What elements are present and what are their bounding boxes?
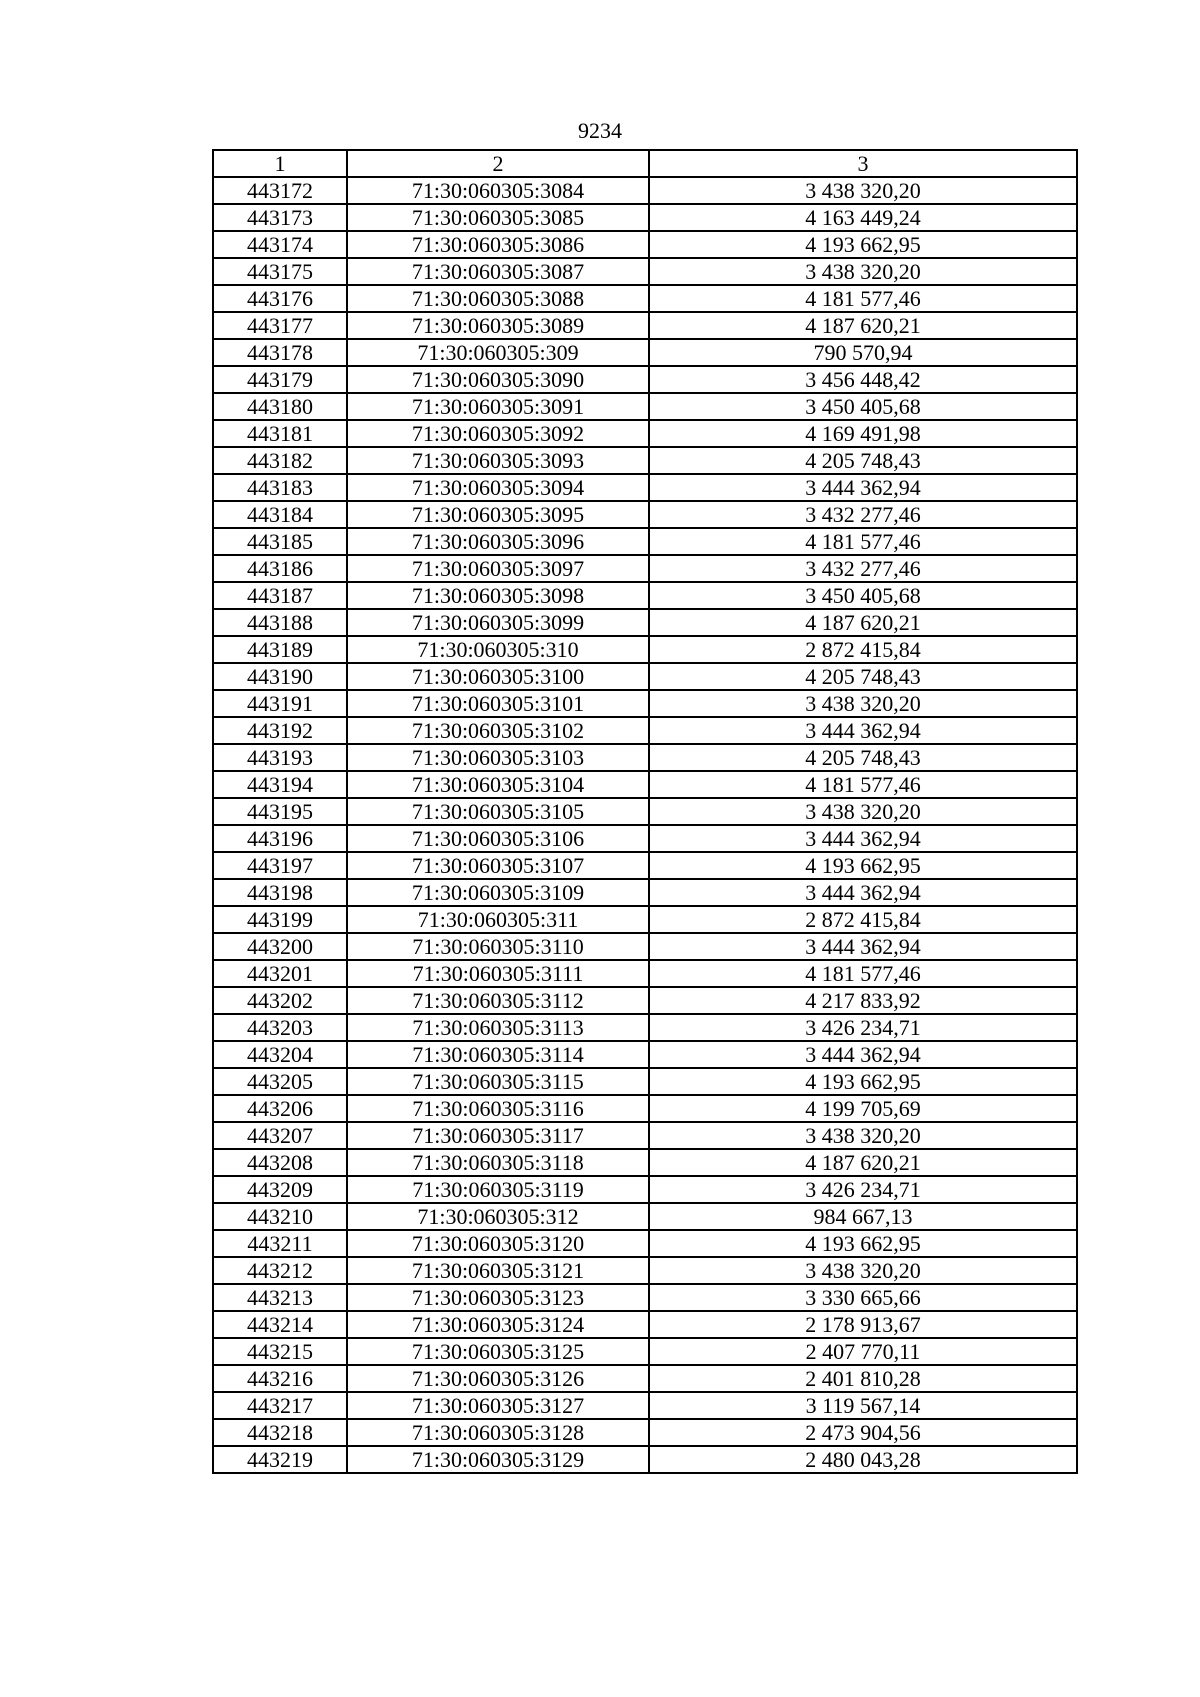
row-number-cell: 443199 — [213, 906, 347, 933]
cadastral-number-cell: 71:30:060305:3095 — [347, 501, 649, 528]
cadastral-number-cell: 71:30:060305:3119 — [347, 1176, 649, 1203]
table-row — [213, 393, 1077, 420]
table-row — [213, 798, 1077, 825]
row-number-cell: 443186 — [213, 555, 347, 582]
row-number-cell: 443176 — [213, 285, 347, 312]
cadastral-number-cell: 71:30:060305:3120 — [347, 1230, 649, 1257]
row-number-cell: 443184 — [213, 501, 347, 528]
cadastral-number-cell: 71:30:060305:3093 — [347, 447, 649, 474]
row-number-cell: 443175 — [213, 258, 347, 285]
value-cell: 4 169 491,98 — [649, 420, 1077, 447]
table-row — [213, 1041, 1077, 1068]
header-cell: 3 — [649, 150, 1077, 177]
cadastral-number-cell: 71:30:060305:3109 — [347, 879, 649, 906]
cadastral-number-cell: 71:30:060305:3124 — [347, 1311, 649, 1338]
table-row — [213, 1122, 1077, 1149]
cadastral-number-cell: 71:30:060305:3086 — [347, 231, 649, 258]
value-cell: 3 444 362,94 — [649, 1041, 1077, 1068]
table-row — [213, 1446, 1077, 1473]
row-number-cell: 443180 — [213, 393, 347, 420]
value-cell: 4 205 748,43 — [649, 663, 1077, 690]
table-body — [213, 150, 1077, 1473]
cadastral-number-cell: 71:30:060305:3127 — [347, 1392, 649, 1419]
row-number-cell: 443218 — [213, 1419, 347, 1446]
row-number-cell: 443195 — [213, 798, 347, 825]
row-number-cell: 443194 — [213, 771, 347, 798]
table-row — [213, 636, 1077, 663]
value-cell: 3 426 234,71 — [649, 1014, 1077, 1041]
value-cell: 4 181 577,46 — [649, 528, 1077, 555]
value-cell: 4 187 620,21 — [649, 1149, 1077, 1176]
cadastral-number-cell: 71:30:060305:3105 — [347, 798, 649, 825]
table-row — [213, 690, 1077, 717]
row-number-cell: 443191 — [213, 690, 347, 717]
cadastral-number-cell: 71:30:060305:3099 — [347, 609, 649, 636]
table-row — [213, 582, 1077, 609]
value-cell: 3 432 277,46 — [649, 501, 1077, 528]
cadastral-number-cell: 71:30:060305:3113 — [347, 1014, 649, 1041]
row-number-cell: 443204 — [213, 1041, 347, 1068]
row-number-cell: 443181 — [213, 420, 347, 447]
cadastral-number-cell: 71:30:060305:3102 — [347, 717, 649, 744]
row-number-cell: 443211 — [213, 1230, 347, 1257]
table-row — [213, 1257, 1077, 1284]
table-row — [213, 1014, 1077, 1041]
table-row — [213, 1419, 1077, 1446]
cadastral-number-cell: 71:30:060305:3101 — [347, 690, 649, 717]
value-cell: 2 473 904,56 — [649, 1419, 1077, 1446]
table-row — [213, 717, 1077, 744]
cadastral-number-cell: 71:30:060305:3106 — [347, 825, 649, 852]
cadastral-number-cell: 71:30:060305:3094 — [347, 474, 649, 501]
row-number-cell: 443187 — [213, 582, 347, 609]
value-cell: 4 205 748,43 — [649, 447, 1077, 474]
value-cell: 4 193 662,95 — [649, 1068, 1077, 1095]
table-row — [213, 879, 1077, 906]
cadastral-number-cell: 71:30:060305:3125 — [347, 1338, 649, 1365]
table-row — [213, 258, 1077, 285]
cadastral-number-cell: 71:30:060305:3111 — [347, 960, 649, 987]
value-cell: 4 217 833,92 — [649, 987, 1077, 1014]
row-number-cell: 443217 — [213, 1392, 347, 1419]
cadastral-number-cell: 71:30:060305:3115 — [347, 1068, 649, 1095]
cadastral-number-cell: 71:30:060305:310 — [347, 636, 649, 663]
row-number-cell: 443178 — [213, 339, 347, 366]
row-number-cell: 443193 — [213, 744, 347, 771]
table-row — [213, 447, 1077, 474]
row-number-cell: 443174 — [213, 231, 347, 258]
cadastral-number-cell: 71:30:060305:3097 — [347, 555, 649, 582]
row-number-cell: 443196 — [213, 825, 347, 852]
value-cell: 3 432 277,46 — [649, 555, 1077, 582]
table-row — [213, 1392, 1077, 1419]
row-number-cell: 443207 — [213, 1122, 347, 1149]
row-number-cell: 443200 — [213, 933, 347, 960]
value-cell: 3 444 362,94 — [649, 717, 1077, 744]
row-number-cell: 443216 — [213, 1365, 347, 1392]
value-cell: 2 872 415,84 — [649, 636, 1077, 663]
value-cell: 4 181 577,46 — [649, 960, 1077, 987]
value-cell: 4 205 748,43 — [649, 744, 1077, 771]
value-cell: 3 438 320,20 — [649, 258, 1077, 285]
cadastral-number-cell: 71:30:060305:3090 — [347, 366, 649, 393]
table-row — [213, 204, 1077, 231]
cadastral-number-cell: 71:30:060305:3088 — [347, 285, 649, 312]
value-cell: 3 450 405,68 — [649, 582, 1077, 609]
row-number-cell: 443202 — [213, 987, 347, 1014]
value-cell: 4 187 620,21 — [649, 312, 1077, 339]
row-number-cell: 443192 — [213, 717, 347, 744]
header-cell: 2 — [347, 150, 649, 177]
row-number-cell: 443210 — [213, 1203, 347, 1230]
cadastral-number-cell: 71:30:060305:3100 — [347, 663, 649, 690]
row-number-cell: 443179 — [213, 366, 347, 393]
table-row — [213, 339, 1077, 366]
cadastral-number-cell: 71:30:060305:3104 — [347, 771, 649, 798]
table-row — [213, 231, 1077, 258]
table-row — [213, 555, 1077, 582]
table-header-row — [213, 150, 1077, 177]
cadastral-number-cell: 71:30:060305:3098 — [347, 582, 649, 609]
value-cell: 984 667,13 — [649, 1203, 1077, 1230]
value-cell: 3 330 665,66 — [649, 1284, 1077, 1311]
row-number-cell: 443173 — [213, 204, 347, 231]
header-cell: 1 — [213, 150, 347, 177]
table-row — [213, 1068, 1077, 1095]
row-number-cell: 443172 — [213, 177, 347, 204]
table-row — [213, 285, 1077, 312]
table-row — [213, 501, 1077, 528]
cadastral-number-cell: 71:30:060305:3096 — [347, 528, 649, 555]
value-cell: 4 193 662,95 — [649, 852, 1077, 879]
row-number-cell: 443213 — [213, 1284, 347, 1311]
row-number-cell: 443215 — [213, 1338, 347, 1365]
table-row — [213, 528, 1077, 555]
table-row — [213, 744, 1077, 771]
table-row — [213, 420, 1077, 447]
value-cell: 2 480 043,28 — [649, 1446, 1077, 1473]
value-cell: 3 426 234,71 — [649, 1176, 1077, 1203]
value-cell: 2 401 810,28 — [649, 1365, 1077, 1392]
cadastral-number-cell: 71:30:060305:3103 — [347, 744, 649, 771]
cadastral-number-cell: 71:30:060305:3121 — [347, 1257, 649, 1284]
table-row — [213, 312, 1077, 339]
cadastral-number-cell: 71:30:060305:312 — [347, 1203, 649, 1230]
row-number-cell: 443209 — [213, 1176, 347, 1203]
table-row — [213, 1230, 1077, 1257]
value-cell: 4 193 662,95 — [649, 231, 1077, 258]
table-row — [213, 663, 1077, 690]
row-number-cell: 443205 — [213, 1068, 347, 1095]
cadastral-number-cell: 71:30:060305:3128 — [347, 1419, 649, 1446]
page-number: 9234 — [578, 118, 622, 143]
value-cell: 4 199 705,69 — [649, 1095, 1077, 1122]
row-number-cell: 443208 — [213, 1149, 347, 1176]
row-number-cell: 443188 — [213, 609, 347, 636]
table-row — [213, 960, 1077, 987]
table-row — [213, 825, 1077, 852]
row-number-cell: 443206 — [213, 1095, 347, 1122]
table-row — [213, 1311, 1077, 1338]
value-cell: 3 444 362,94 — [649, 879, 1077, 906]
cadastral-number-cell: 71:30:060305:3117 — [347, 1122, 649, 1149]
row-number-cell: 443198 — [213, 879, 347, 906]
row-number-cell: 443177 — [213, 312, 347, 339]
table-row — [213, 987, 1077, 1014]
table-row — [213, 906, 1077, 933]
value-cell: 3 438 320,20 — [649, 177, 1077, 204]
table-row — [213, 1095, 1077, 1122]
row-number-cell: 443214 — [213, 1311, 347, 1338]
value-cell: 4 193 662,95 — [649, 1230, 1077, 1257]
table-row — [213, 366, 1077, 393]
row-number-cell: 443212 — [213, 1257, 347, 1284]
table-row — [213, 474, 1077, 501]
cadastral-number-cell: 71:30:060305:309 — [347, 339, 649, 366]
value-cell: 2 178 913,67 — [649, 1311, 1077, 1338]
cadastral-table — [212, 149, 1078, 1474]
value-cell: 3 438 320,20 — [649, 690, 1077, 717]
table-row — [213, 933, 1077, 960]
row-number-cell: 443185 — [213, 528, 347, 555]
table-row — [213, 1284, 1077, 1311]
value-cell: 3 438 320,20 — [649, 798, 1077, 825]
cadastral-number-cell: 71:30:060305:3091 — [347, 393, 649, 420]
cadastral-number-cell: 71:30:060305:3110 — [347, 933, 649, 960]
row-number-cell: 443182 — [213, 447, 347, 474]
cadastral-number-cell: 71:30:060305:3116 — [347, 1095, 649, 1122]
cadastral-number-cell: 71:30:060305:3118 — [347, 1149, 649, 1176]
table-row — [213, 1338, 1077, 1365]
cadastral-number-cell: 71:30:060305:3092 — [347, 420, 649, 447]
table-row — [213, 1149, 1077, 1176]
row-number-cell: 443201 — [213, 960, 347, 987]
value-cell: 4 181 577,46 — [649, 285, 1077, 312]
value-cell: 3 438 320,20 — [649, 1122, 1077, 1149]
table-row — [213, 1203, 1077, 1230]
row-number-cell: 443197 — [213, 852, 347, 879]
cadastral-number-cell: 71:30:060305:3085 — [347, 204, 649, 231]
value-cell: 3 438 320,20 — [649, 1257, 1077, 1284]
cadastral-number-cell: 71:30:060305:3123 — [347, 1284, 649, 1311]
value-cell: 4 187 620,21 — [649, 609, 1077, 636]
value-cell: 2 872 415,84 — [649, 906, 1077, 933]
value-cell: 3 119 567,14 — [649, 1392, 1077, 1419]
cadastral-number-cell: 71:30:060305:311 — [347, 906, 649, 933]
cadastral-number-cell: 71:30:060305:3084 — [347, 177, 649, 204]
cadastral-number-cell: 71:30:060305:3126 — [347, 1365, 649, 1392]
cadastral-number-cell: 71:30:060305:3087 — [347, 258, 649, 285]
row-number-cell: 443219 — [213, 1446, 347, 1473]
value-cell: 3 444 362,94 — [649, 474, 1077, 501]
row-number-cell: 443189 — [213, 636, 347, 663]
row-number-cell: 443203 — [213, 1014, 347, 1041]
cadastral-number-cell: 71:30:060305:3129 — [347, 1446, 649, 1473]
cadastral-number-cell: 71:30:060305:3107 — [347, 852, 649, 879]
value-cell: 4 181 577,46 — [649, 771, 1077, 798]
table-row — [213, 771, 1077, 798]
value-cell: 3 444 362,94 — [649, 825, 1077, 852]
table-row — [213, 177, 1077, 204]
cadastral-number-cell: 71:30:060305:3089 — [347, 312, 649, 339]
value-cell: 3 450 405,68 — [649, 393, 1077, 420]
cadastral-number-cell: 71:30:060305:3114 — [347, 1041, 649, 1068]
row-number-cell: 443183 — [213, 474, 347, 501]
value-cell: 2 407 770,11 — [649, 1338, 1077, 1365]
table-row — [213, 609, 1077, 636]
cadastral-number-cell: 71:30:060305:3112 — [347, 987, 649, 1014]
value-cell: 790 570,94 — [649, 339, 1077, 366]
value-cell: 3 456 448,42 — [649, 366, 1077, 393]
table-row — [213, 1176, 1077, 1203]
value-cell: 4 163 449,24 — [649, 204, 1077, 231]
table-row — [213, 852, 1077, 879]
value-cell: 3 444 362,94 — [649, 933, 1077, 960]
row-number-cell: 443190 — [213, 663, 347, 690]
table-row — [213, 1365, 1077, 1392]
